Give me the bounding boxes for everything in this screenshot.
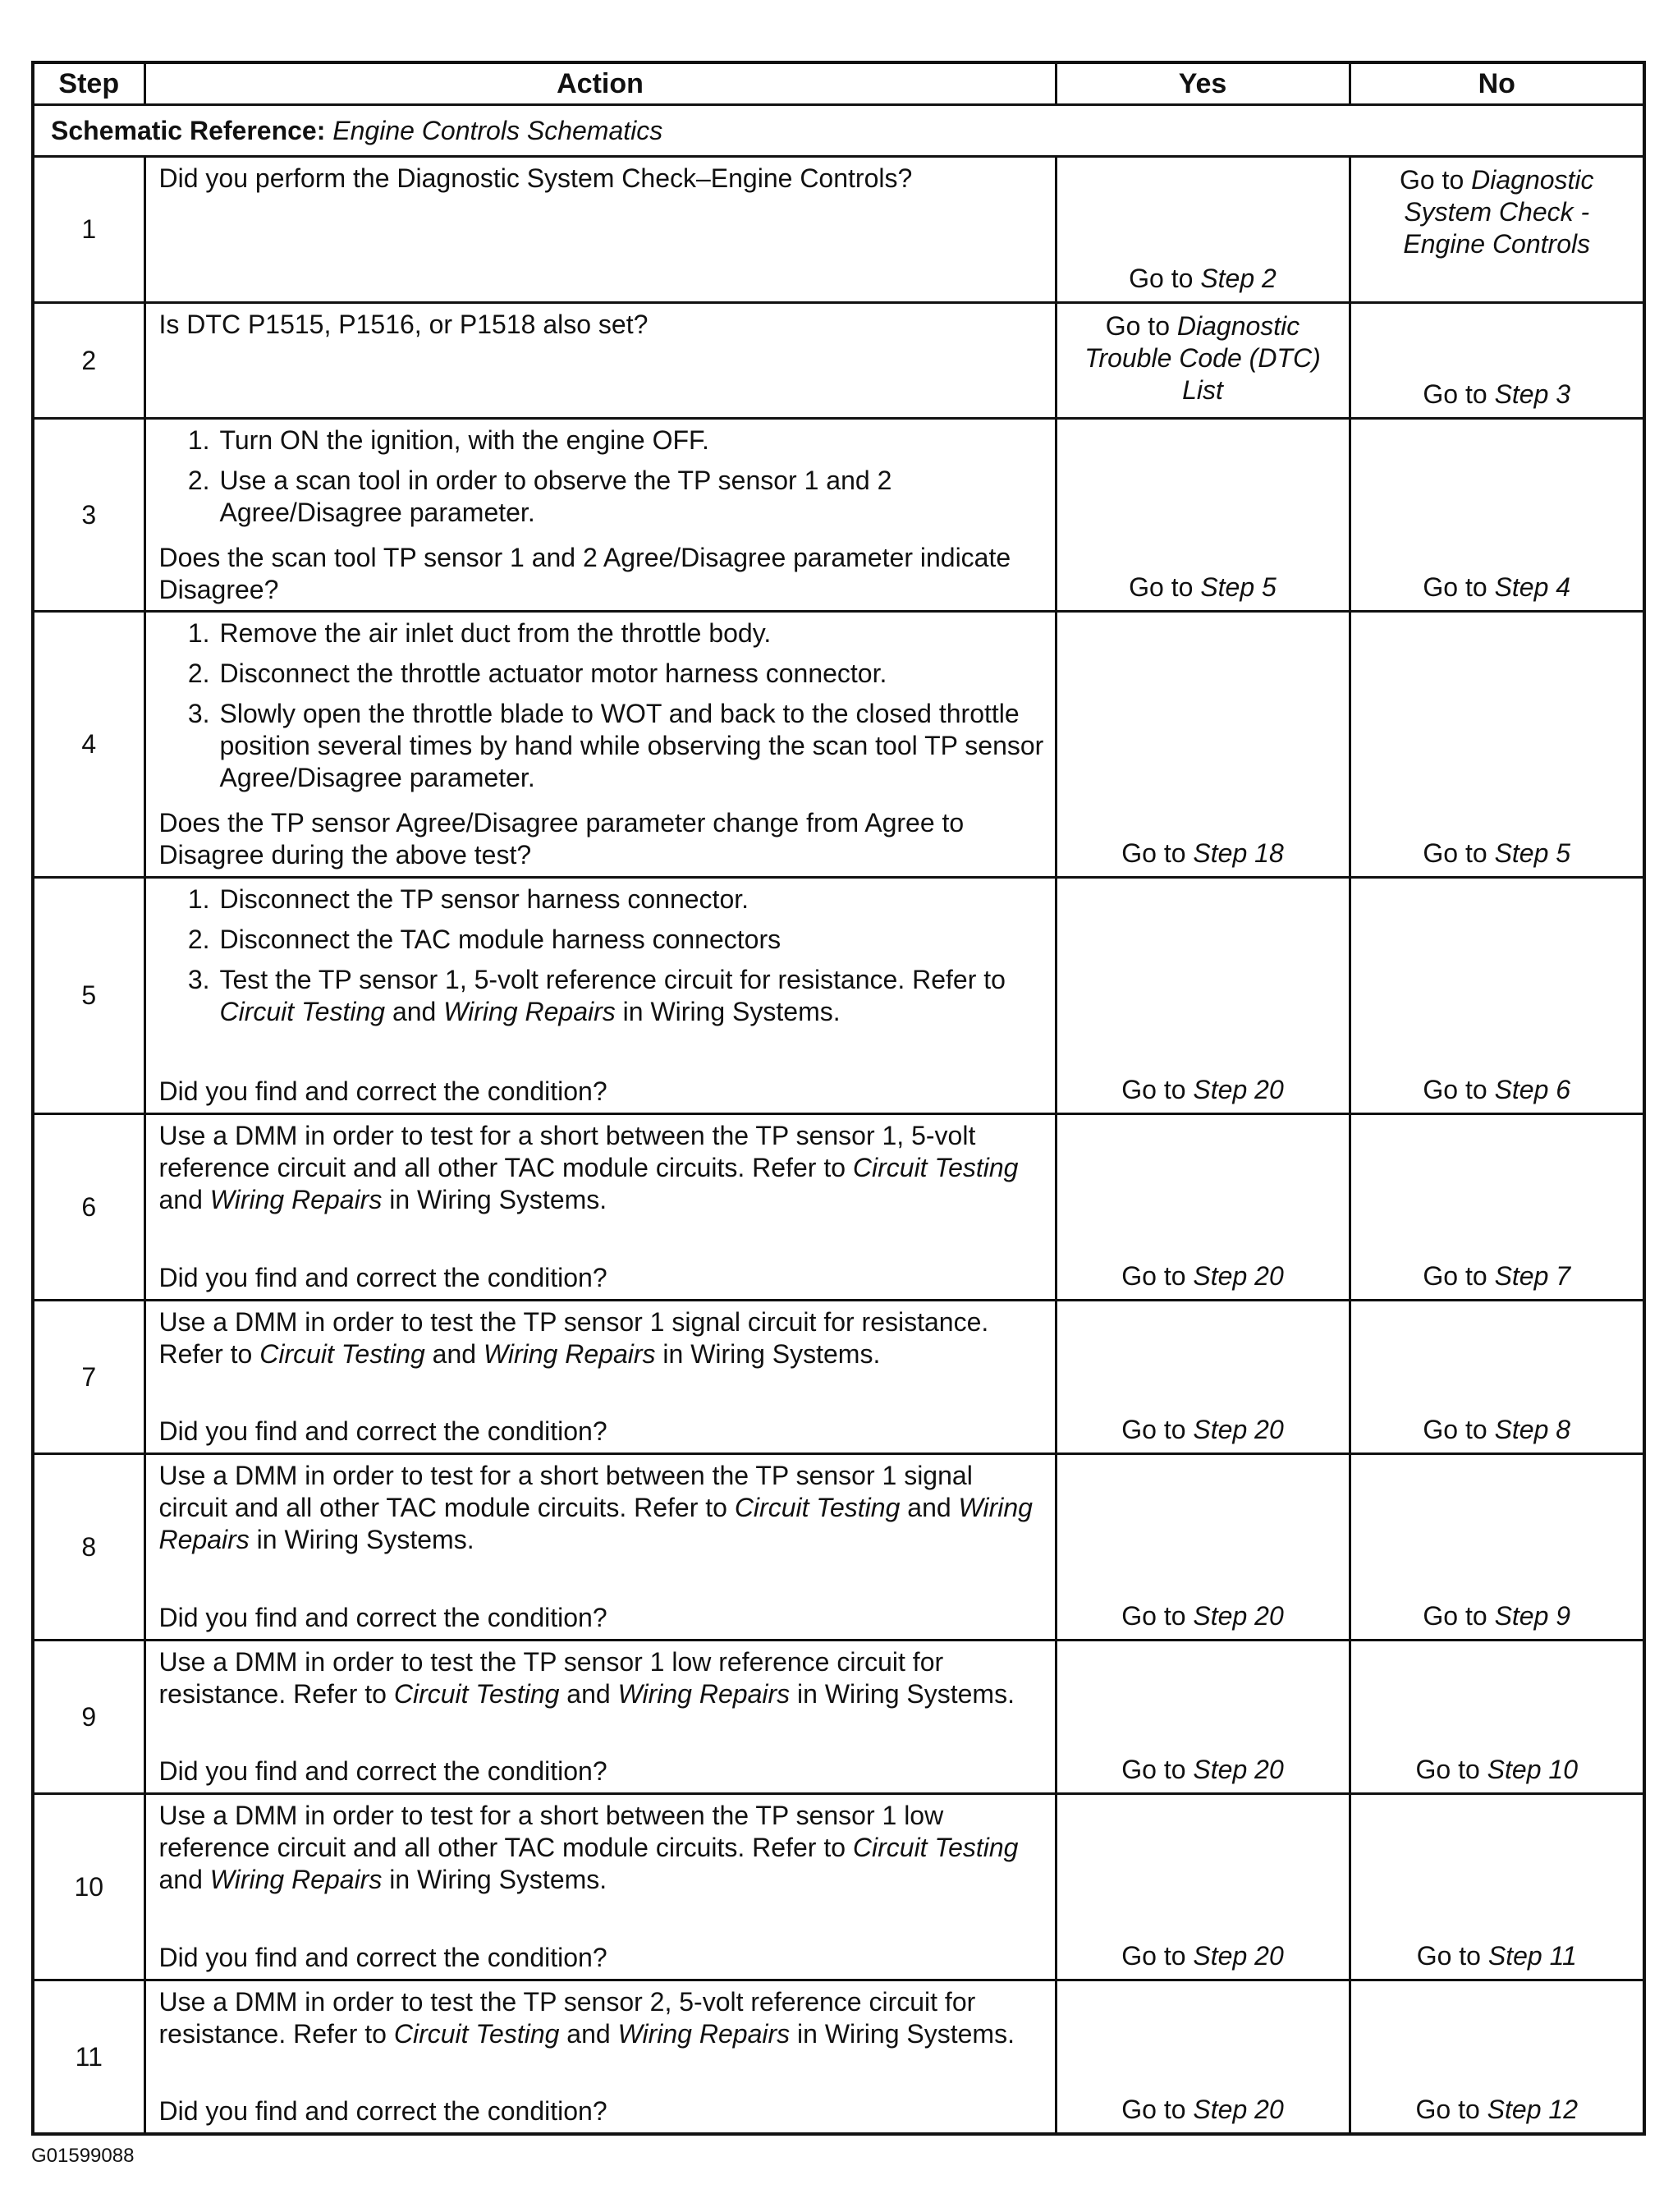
action-cell <box>144 157 1056 303</box>
action-question: Did you find and correct the condition? <box>158 1263 607 1292</box>
table-row <box>33 303 1644 419</box>
yes-result: Go to Step 2 <box>1056 157 1350 303</box>
sub-step: 3. Test the TP sensor 1, 5-volt reference circuit for resistance. Refer to Circuit Testing and Wiring Repairs in Wiring Systems. <box>187 965 1006 1026</box>
action-text: Is DTC P1515, P1516, or P1518 also set? <box>158 310 649 339</box>
step-number: 2 <box>33 303 144 419</box>
table-row <box>33 1641 1644 1794</box>
header-action: Action <box>144 62 1056 105</box>
no-result: Go to Step 5 <box>1350 612 1644 878</box>
header-no: No <box>1350 62 1644 105</box>
yes-result: Go to Step 20 <box>1056 1980 1350 2135</box>
table-row <box>33 1794 1644 1980</box>
yes-result: Go to Diagnostic Trouble Code (DTC) List <box>1056 303 1350 419</box>
header-row <box>33 62 1644 105</box>
table-row <box>33 1301 1644 1454</box>
no-result: Go to Step 8 <box>1350 1301 1644 1454</box>
sub-step: 1. Turn ON the ignition, with the engine OFF. <box>187 425 709 455</box>
step-number: 1 <box>33 157 144 303</box>
schematic-reference-value: Engine Controls Schematics <box>332 115 663 145</box>
sub-step-list <box>159 883 1047 1028</box>
step-number: 9 <box>33 1641 144 1794</box>
no-result: Go to Step 3 <box>1350 303 1644 419</box>
no-result: Go to Step 11 <box>1350 1794 1644 1980</box>
action-question: Did you find and correct the condition? <box>158 1756 607 1786</box>
sub-step: 2. Use a scan tool in order to observe the TP sensor 1 and 2 Agree/Disagree parameter. <box>187 466 892 527</box>
sub-step: 1. Disconnect the TP sensor harness connector. <box>187 884 749 914</box>
table-row <box>33 1980 1644 2135</box>
no-result: Go to Step 10 <box>1350 1641 1644 1794</box>
action-text: Did you perform the Diagnostic System Check–Engine Controls? <box>158 163 913 193</box>
action-cell <box>144 303 1056 419</box>
action-cell <box>144 419 1056 612</box>
action-text: Use a DMM in order to test the TP sensor 1 signal circuit for resistance. Refer to Circuit Testing and Wiring Repairs in Wiring Systems. <box>158 1307 989 1369</box>
yes-result: Go to Step 20 <box>1056 1794 1350 1980</box>
yes-result: Go to Step 20 <box>1056 1301 1350 1454</box>
action-question: Does the scan tool TP sensor 1 and 2 Agree/Disagree parameter indicate Disagree? <box>158 543 1011 604</box>
step-number: 7 <box>33 1301 144 1454</box>
sub-step-list <box>159 617 1047 794</box>
action-question: Did you find and correct the condition? <box>158 2096 607 2126</box>
sub-step: 3. Slowly open the throttle blade to WOT and back to the closed throttle position several times by hand while observing the scan tool TP sensor Agree/Disagree parameter. <box>187 699 1044 792</box>
action-question: Does the TP sensor Agree/Disagree parameter change from Agree to Disagree during the above test? <box>158 808 965 870</box>
yes-result: Go to Step 20 <box>1056 1641 1350 1794</box>
action-text: Use a DMM in order to test the TP sensor 2, 5-volt reference circuit for resistance. Refer to Circuit Testing and Wiring Repairs in Wiring Systems. <box>158 1987 1015 2049</box>
schematic-reference <box>33 105 1644 157</box>
step-number: 3 <box>33 419 144 612</box>
no-result: Go to Step 6 <box>1350 878 1644 1114</box>
header-step: Step <box>33 62 144 105</box>
no-result: Go to Step 4 <box>1350 419 1644 612</box>
action-text: Use a DMM in order to test for a short between the TP sensor 1 signal circuit and all other TAC module circuits. Refer to Circuit Testing and Wiring Repairs in Wiring Systems. <box>158 1461 1033 1554</box>
sub-step: 2. Disconnect the throttle actuator motor harness connector. <box>187 659 887 688</box>
diagnostic-table <box>31 61 1646 2136</box>
action-cell <box>144 612 1056 878</box>
table-row <box>33 157 1644 303</box>
action-cell <box>144 1980 1056 2135</box>
step-number: 11 <box>33 1980 144 2135</box>
step-number: 6 <box>33 1114 144 1301</box>
action-question: Did you find and correct the condition? <box>158 1076 607 1106</box>
yes-result: Go to Step 20 <box>1056 1454 1350 1641</box>
action-cell <box>144 1454 1056 1641</box>
action-cell <box>144 1794 1056 1980</box>
step-number: 5 <box>33 878 144 1114</box>
table-row <box>33 612 1644 878</box>
sub-step: 1. Remove the air inlet duct from the throttle body. <box>187 618 772 648</box>
document-code: G01599088 <box>31 2145 135 2167</box>
action-cell <box>144 1301 1056 1454</box>
action-cell <box>144 1641 1056 1794</box>
no-result: Go to Diagnostic System Check - Engine Controls <box>1350 157 1644 303</box>
table-row <box>33 1114 1644 1301</box>
action-text: Use a DMM in order to test the TP sensor 1 low reference circuit for resistance. Refer to Circuit Testing and Wiring Repairs in Wiring Systems. <box>158 1647 1015 1709</box>
step-number: 8 <box>33 1454 144 1641</box>
no-result: Go to Step 12 <box>1350 1980 1644 2135</box>
action-cell <box>144 1114 1056 1301</box>
yes-result: Go to Step 18 <box>1056 612 1350 878</box>
yes-result: Go to Step 5 <box>1056 419 1350 612</box>
action-cell <box>144 878 1056 1114</box>
table-row <box>33 1454 1644 1641</box>
action-text: Use a DMM in order to test for a short between the TP sensor 1, 5-volt reference circuit and all other TAC module circuits. Refer to Circuit Testing and Wiring Repairs in Wiring Systems. <box>158 1121 1019 1214</box>
action-text: Use a DMM in order to test for a short between the TP sensor 1 low reference circuit and all other TAC module circuits. Refer to Circuit Testing and Wiring Repairs in Wiring Systems. <box>158 1801 1019 1894</box>
yes-result: Go to Step 20 <box>1056 878 1350 1114</box>
action-question: Did you find and correct the condition? <box>158 1603 607 1632</box>
table-row <box>33 419 1644 612</box>
sub-step-list <box>159 425 1047 529</box>
schematic-reference-label: Schematic Reference: <box>51 115 326 145</box>
schematic-reference-row <box>33 105 1644 157</box>
action-question: Did you find and correct the condition? <box>158 1943 607 1972</box>
no-result: Go to Step 7 <box>1350 1114 1644 1301</box>
step-number: 10 <box>33 1794 144 1980</box>
table-row <box>33 878 1644 1114</box>
no-result: Go to Step 9 <box>1350 1454 1644 1641</box>
step-number: 4 <box>33 612 144 878</box>
sub-step: 2. Disconnect the TAC module harness connectors <box>187 925 781 954</box>
header-yes: Yes <box>1056 62 1350 105</box>
action-question: Did you find and correct the condition? <box>158 1416 607 1446</box>
yes-result: Go to Step 20 <box>1056 1114 1350 1301</box>
